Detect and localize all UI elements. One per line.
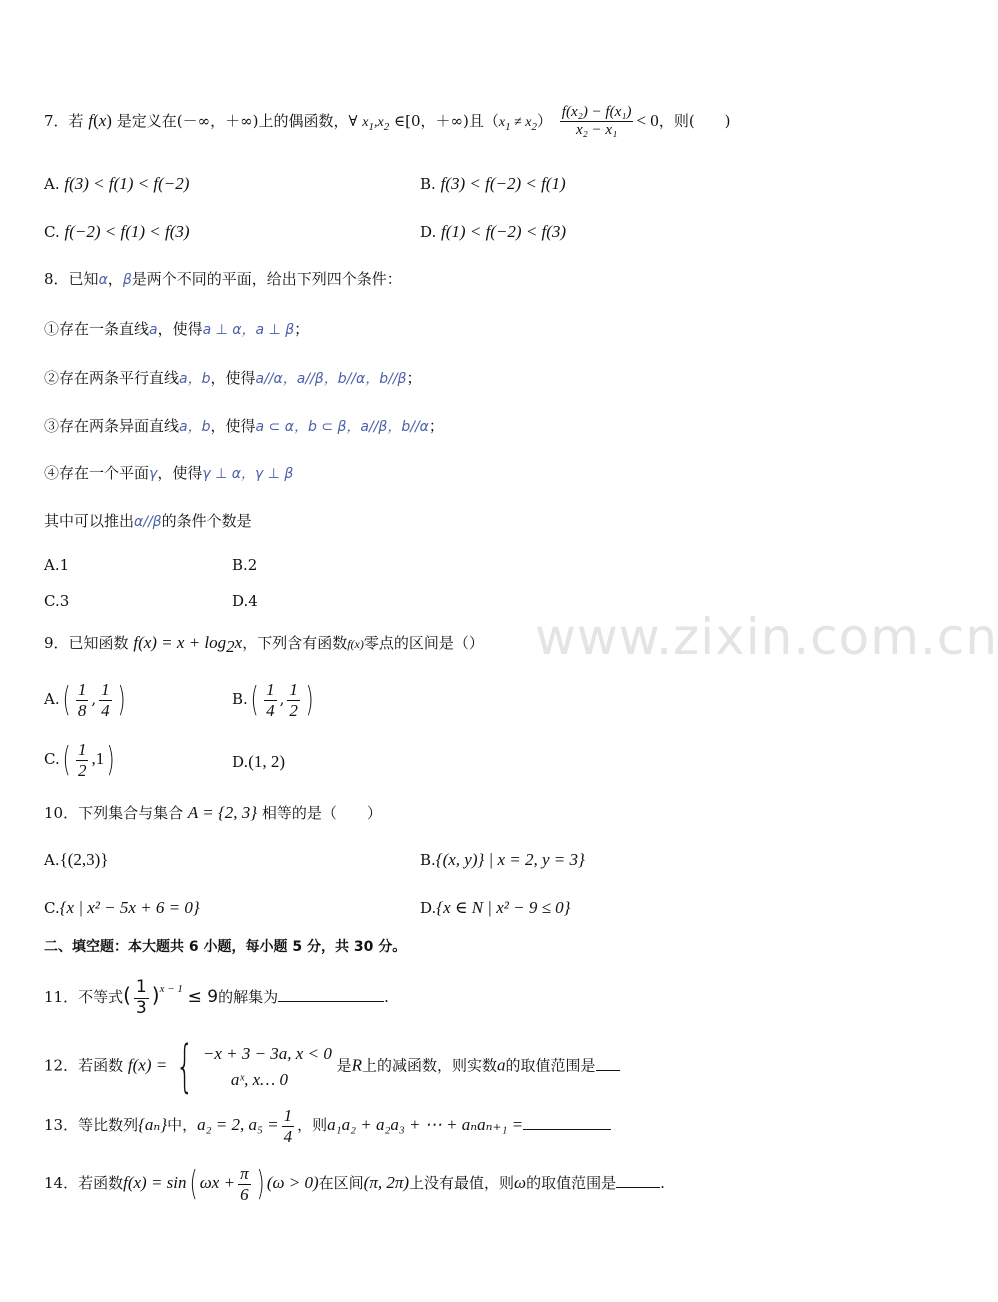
denominator: 6 — [240, 1184, 249, 1204]
question-10-stem — [44, 802, 382, 823]
q12-text: 的取值范围是 — [505, 1056, 596, 1075]
q11-text: 的解集为 — [218, 988, 279, 1007]
answer-blank[interactable] — [523, 1115, 611, 1130]
q8-condition-2 — [44, 367, 422, 388]
q7-option-a[interactable] — [44, 174, 189, 194]
q8-var: a，b — [179, 419, 211, 435]
q12-function: f(x) = — [127, 1055, 168, 1075]
question-number: 8． — [44, 270, 69, 288]
denominator: 4 — [283, 1126, 293, 1146]
q13-sequence: {aₙ} — [138, 1115, 168, 1135]
denominator: 8 — [77, 700, 87, 720]
option-expr: f(3) < f(1) < f(−2) — [64, 174, 190, 193]
question-number: 11． — [44, 988, 79, 1007]
fraction — [134, 978, 149, 1018]
q10-option-d[interactable] — [420, 898, 570, 918]
fraction — [99, 680, 112, 720]
q7-text: 若 — [68, 111, 84, 130]
q10-text: 相等的是（ ） — [261, 804, 382, 822]
q12-text: 若函数 — [78, 1056, 124, 1075]
q8-var: a — [149, 322, 158, 338]
question-7-stem: 7．若 f(x) 是定义在(－∞，＋∞)上的偶函数，∀ $x_1,x_2$ ∈[0，＋∞)且$(x_1 \ne x_2)$ $\frac{\text{f(x₂) − f(x₁)}}{\text{x₂ − x₁}}$ < 0，则( ) — [44, 104, 731, 139]
fraction — [287, 680, 300, 720]
q8-math: a//α，a//β，b//α，b//β — [255, 371, 407, 387]
q7-text: ） — [536, 111, 552, 130]
option-expr: {x ∈ N | x² − 9 ≤ 0} — [436, 898, 571, 917]
q8-condition-3 — [44, 415, 444, 436]
q8-math: γ ⊥ α，γ ⊥ β — [202, 466, 294, 482]
question-9-stem — [44, 632, 484, 657]
q11-exponent: x − 1 — [159, 983, 183, 996]
denominator: 3 — [135, 997, 147, 1018]
option-label: D. — [420, 899, 437, 917]
q14-omega: ω — [514, 1173, 527, 1193]
q8-var: γ — [149, 466, 158, 482]
denominator: 2 — [289, 700, 298, 720]
option-label: C. — [44, 899, 60, 917]
q7-text: 是定义在(－∞，＋∞)上的偶函数，∀ — [116, 111, 358, 130]
fraction — [76, 680, 89, 720]
answer-blank[interactable] — [596, 1056, 620, 1071]
q8-option-a[interactable]: A.1 — [44, 556, 70, 574]
q12-a: a — [497, 1055, 506, 1075]
q9-option-c[interactable]: C.( $\frac{1}{2}$ ,1) — [44, 740, 115, 781]
q12-cases — [203, 1041, 332, 1093]
question-number: 14． — [44, 1174, 79, 1193]
q8-text: 已知 — [68, 270, 99, 288]
q8-text: ④存在一个平面 — [44, 464, 150, 482]
q13-expression: a₁a₂ + a₂a₃ + ⋯ + aₙaₙ₊₁ = — [327, 1115, 524, 1135]
question-number: 7． — [44, 111, 69, 130]
q14-text: 若函数 — [78, 1174, 124, 1193]
numerator: 1 — [135, 977, 147, 997]
q8-text: ，使得 — [210, 369, 256, 387]
option-label: B. — [420, 175, 436, 193]
question-8-stem — [44, 268, 402, 289]
q14-function: f(x) = sin — [123, 1173, 187, 1193]
q7-option-b[interactable] — [420, 174, 566, 194]
q9-text: 已知函数 — [68, 634, 129, 652]
option-expr: {x | x² − 5x + 6 = 0} — [59, 898, 200, 917]
q7-fraction-numerator: f(x₂) − f(x₁) — [560, 104, 634, 122]
q11-relation: ≤ 9 — [187, 987, 219, 1008]
q13-text: 中， — [167, 1116, 198, 1135]
q8-math: a ⊂ α，b ⊂ β，a//β，b//α — [255, 419, 429, 435]
q8-option-c[interactable]: C.3 — [44, 592, 70, 610]
answer-blank[interactable] — [616, 1173, 660, 1188]
q9-text: 零点的区间是（） — [363, 634, 484, 652]
numerator: 1 — [77, 740, 87, 759]
q8-var: a，b — [179, 371, 211, 387]
q8-option-d[interactable]: D.4 — [232, 592, 258, 610]
q8-text: ，使得 — [210, 417, 256, 435]
q8-text: ， — [107, 270, 123, 288]
q8-math: a ⊥ α，a ⊥ β — [202, 322, 295, 338]
q11-text: 不等式 — [78, 988, 124, 1007]
q10-set: A = {2, 3} — [187, 803, 258, 822]
q12-R: R — [351, 1055, 363, 1075]
question-11: 11．不等式( $\frac{1}{3}$ )$^{x - 1}$ ≤ 9的解集为 . — [44, 977, 389, 1018]
option-label: B. — [420, 851, 436, 869]
watermark-text: www.zixin.com.cn — [535, 608, 998, 666]
option-label: D. — [232, 753, 249, 771]
q8-text: ②存在两条平行直线 — [44, 369, 180, 387]
q7-function: f — [88, 110, 94, 130]
q13-text: 等比数列 — [78, 1116, 139, 1135]
q12-text: 是 — [336, 1056, 352, 1075]
q8-text: ①存在一条直线 — [44, 320, 150, 338]
q8-text: ； — [406, 369, 422, 387]
q12-case-2: aˣ, x… 0 — [230, 1069, 289, 1089]
option-label: A. — [44, 851, 60, 869]
q8-text: ； — [428, 417, 444, 435]
q7-neq: $x_1 \ne x_2$ — [498, 114, 537, 133]
option-label: B. — [232, 690, 248, 709]
q8-text: 的条件个数是 — [161, 512, 252, 530]
option-label: A. — [44, 175, 60, 193]
q8-question — [44, 510, 252, 531]
question-13 — [44, 1106, 611, 1146]
question-12: 12．若函数 f(x) = { −x + 3 − 3a, x < 0 aˣ, x… 0 是R上的减函数，则实数a的取值范围是 — [44, 1034, 620, 1099]
denominator: 4 — [266, 700, 275, 720]
numerator: 1 — [289, 680, 298, 699]
q8-text: ，使得 — [157, 464, 203, 482]
q8-math: α//β — [134, 514, 162, 530]
q9-text: ，下列含有函数 — [242, 634, 348, 652]
q10-option-a[interactable] — [44, 850, 109, 870]
q14-text: 上没有最值，则 — [409, 1174, 515, 1193]
option-expr: f(−2) < f(1) < f(3) — [64, 222, 190, 241]
fraction — [76, 740, 89, 780]
q7-text: ，则( ) — [658, 111, 731, 130]
option-label: C. — [44, 223, 60, 241]
option-label: C. — [44, 750, 60, 769]
q8-text: 是两个不同的平面，给出下列四个条件： — [131, 270, 402, 288]
fraction — [238, 1164, 251, 1204]
q12-case-1: −x + 3 − 3a, x < 0 — [202, 1043, 332, 1063]
option-tail: ,1 — [91, 749, 105, 769]
q8-text: 其中可以推出 — [44, 512, 135, 530]
numerator: 1 — [266, 680, 275, 699]
option-expr: f(1) < f(−2) < f(3) — [441, 222, 567, 241]
q9-option-a[interactable]: A.( $\frac{1}{8}$ , $\frac{1}{4}$ ) — [44, 680, 126, 721]
q14-text: 的取值范围是 — [526, 1174, 617, 1193]
denominator: 2 — [77, 760, 87, 780]
q7-option-c[interactable] — [44, 222, 190, 242]
q10-option-c[interactable] — [44, 898, 200, 918]
q10-text: 下列集合与集合 — [78, 804, 184, 822]
fraction — [282, 1106, 295, 1146]
q8-condition-4 — [44, 462, 293, 483]
q7-fraction-denominator: x₂ − x₁ — [575, 122, 618, 139]
q8-text: ； — [294, 320, 310, 338]
fraction — [264, 680, 277, 720]
question-number: 10． — [44, 804, 79, 822]
numerator: 1 — [101, 680, 110, 699]
q8-option-b[interactable]: B.2 — [232, 556, 258, 574]
q13-text: ，则 — [297, 1116, 328, 1135]
q11-text: . — [384, 988, 389, 1007]
numerator: π — [240, 1164, 249, 1183]
q8-beta: β — [122, 272, 132, 288]
q8-text: ③存在两条异面直线 — [44, 417, 180, 435]
q7-option-d[interactable] — [420, 222, 566, 242]
option-expr: f(3) < f(−2) < f(1) — [440, 174, 566, 193]
q14-condition: (ω > 0) — [266, 1173, 319, 1193]
question-number: 9． — [44, 634, 69, 652]
q9-function: x — [234, 633, 243, 652]
q13-condition: a₂ = 2, a₅ = — [197, 1115, 279, 1135]
q8-text: ，使得 — [157, 320, 203, 338]
question-number: 13． — [44, 1116, 79, 1135]
q9-option-d[interactable] — [232, 752, 285, 772]
q9-log-base: 2 — [226, 637, 235, 656]
q7-fraction — [560, 104, 634, 140]
option-expr: {(x, y)} | x = 2, y = 3} — [435, 850, 585, 869]
q14-text: . — [660, 1174, 665, 1193]
q14-text: 在区间 — [318, 1174, 364, 1193]
denominator: 4 — [101, 700, 110, 720]
question-number: 12． — [44, 1056, 79, 1075]
q7-vars: $x_1,x_2$ — [362, 114, 390, 133]
q8-alpha: α — [98, 272, 108, 288]
option-expr: (1, 2) — [248, 752, 286, 771]
numerator: 1 — [283, 1106, 293, 1125]
answer-blank[interactable] — [278, 987, 384, 1002]
option-label: D. — [420, 223, 437, 241]
q10-option-b[interactable] — [420, 850, 585, 870]
q7-text: ∈[0，＋∞)且（ — [394, 111, 499, 130]
q8-condition-1 — [44, 318, 309, 339]
q14-interval: (π, 2π) — [363, 1173, 410, 1193]
q12-text: 上的减函数，则实数 — [362, 1056, 498, 1075]
q7-inequality: < 0 — [636, 110, 659, 130]
question-14: 14．若函数f(x) = sin( ωx + $\frac{\pi}{6}$ ) (ω > 0)在区间(π, 2π)上没有最值，则ω的取值范围是 . — [44, 1164, 665, 1205]
option-expr: {(2,3)} — [59, 850, 109, 869]
q14-arg: ωx + — [199, 1173, 236, 1193]
q9-function: f(x) = x + log — [133, 633, 227, 652]
section-heading: 二、填空题：本大题共 6 小题，每小题 5 分，共 30 分。 — [44, 939, 407, 955]
q9-fx: f(x) — [347, 637, 364, 651]
q9-option-b[interactable]: B.( $\frac{1}{4}$ , $\frac{1}{2}$ ) — [232, 680, 314, 721]
option-label: A. — [44, 690, 60, 709]
numerator: 1 — [77, 680, 87, 699]
